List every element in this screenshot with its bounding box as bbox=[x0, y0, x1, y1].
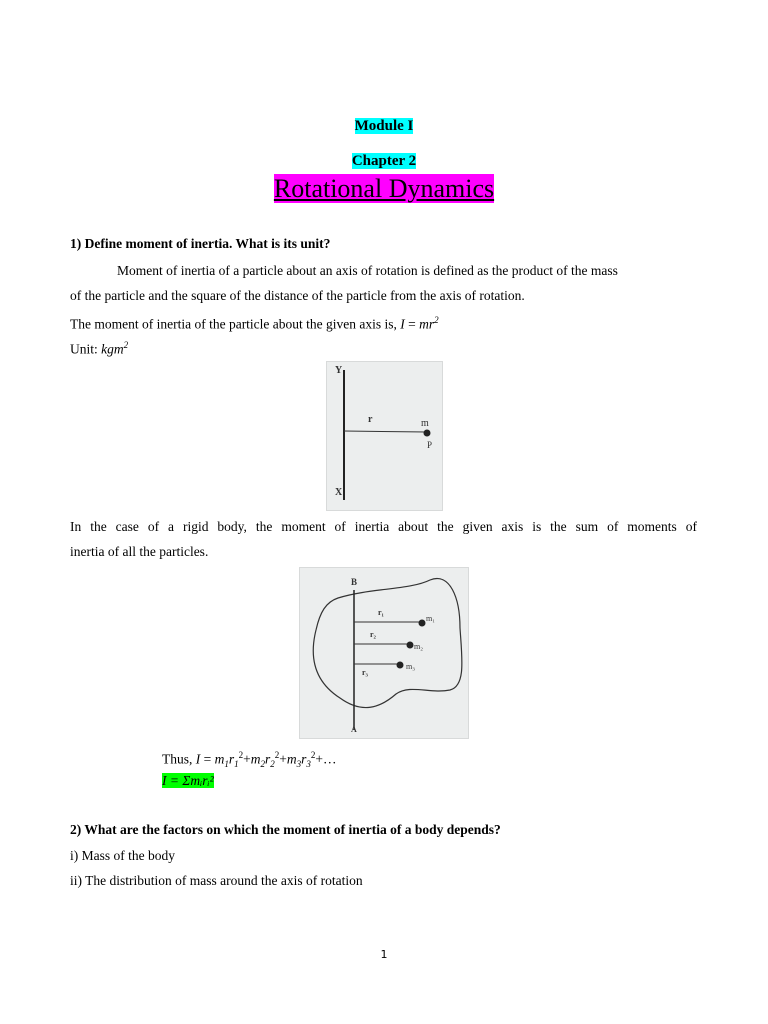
particle-dot-2 bbox=[407, 642, 414, 649]
rigid-body-figure bbox=[299, 567, 469, 739]
axis-b-label: B bbox=[351, 577, 358, 587]
particle-figure bbox=[326, 361, 443, 511]
page-title bbox=[0, 174, 768, 204]
r1-label: r₁ bbox=[378, 608, 384, 617]
formula-exponent: 2 bbox=[434, 315, 439, 325]
m1-label: m₁ bbox=[426, 614, 436, 623]
module-heading bbox=[0, 118, 768, 135]
axis-x-label: X bbox=[335, 487, 343, 498]
rigid-line-1: In the case of a rigid body, the moment of inertia about the given axis is the sum of moments of bbox=[70, 519, 697, 534]
chapter-label: Chapter 2 bbox=[351, 153, 417, 169]
axis-a-label: A bbox=[351, 725, 357, 734]
module-label: Module I bbox=[354, 118, 414, 134]
factor-item-2: ii) The distribution of mass around the axis of rotation bbox=[70, 873, 363, 888]
m3-label: m₃ bbox=[406, 662, 416, 671]
page-title-text: Rotational Dynamics bbox=[273, 174, 495, 203]
mass-label: m bbox=[421, 418, 429, 429]
page-number: 1 bbox=[380, 948, 388, 961]
unit-value: kgm bbox=[101, 341, 124, 357]
question-2: 2) What are the factors on which the moment of inertia of a body depends? bbox=[70, 822, 501, 837]
unit-line bbox=[70, 333, 128, 362]
body-outline bbox=[313, 579, 462, 708]
m2-label: m₂ bbox=[414, 642, 424, 651]
sum-formula: Thus, $I = m_1r_1^2+m_2r_2^2+m_3r_3^2+\dots$ bbox=[162, 750, 337, 770]
particle-diagram bbox=[327, 362, 442, 510]
q1-para-line-2: of the particle and the square of the distance of the particle from the axis of rotation. bbox=[70, 288, 525, 303]
unit-exponent: 2 bbox=[123, 340, 129, 350]
point-label: P bbox=[427, 440, 433, 450]
unit-label: Unit: bbox=[70, 341, 102, 357]
r3-label: r₃ bbox=[362, 668, 368, 677]
thus-label: Thus, bbox=[162, 751, 196, 767]
particle-dot-3 bbox=[397, 662, 404, 669]
r2-label: r₂ bbox=[370, 630, 376, 639]
factor-item-1: i) Mass of the body bbox=[70, 848, 175, 863]
formula-symbol: I bbox=[400, 316, 405, 332]
question-1: 1) Define moment of inertia. What is its unit? bbox=[70, 236, 331, 251]
axis-y-label: Y bbox=[335, 365, 343, 376]
particle-dot bbox=[424, 430, 431, 437]
result-formula bbox=[162, 768, 214, 793]
radius-label: r bbox=[368, 414, 373, 425]
rigid-line-2: inertia of all the particles. bbox=[70, 544, 209, 559]
formula-mr: mr bbox=[419, 316, 435, 332]
formula-equals: = bbox=[404, 316, 420, 332]
result-formula-text: I = Σmᵢrᵢ² bbox=[162, 773, 214, 788]
q1-para-line-1: Moment of inertia of a particle about an axis of rotation is defined as the product of the mass bbox=[117, 263, 618, 278]
formula-intro: The moment of inertia of the particle about the given axis is, bbox=[70, 316, 401, 332]
radius-line bbox=[344, 431, 427, 432]
particle-dot-1 bbox=[419, 620, 426, 627]
rigid-body-diagram bbox=[300, 568, 468, 738]
chapter-heading bbox=[0, 153, 768, 170]
